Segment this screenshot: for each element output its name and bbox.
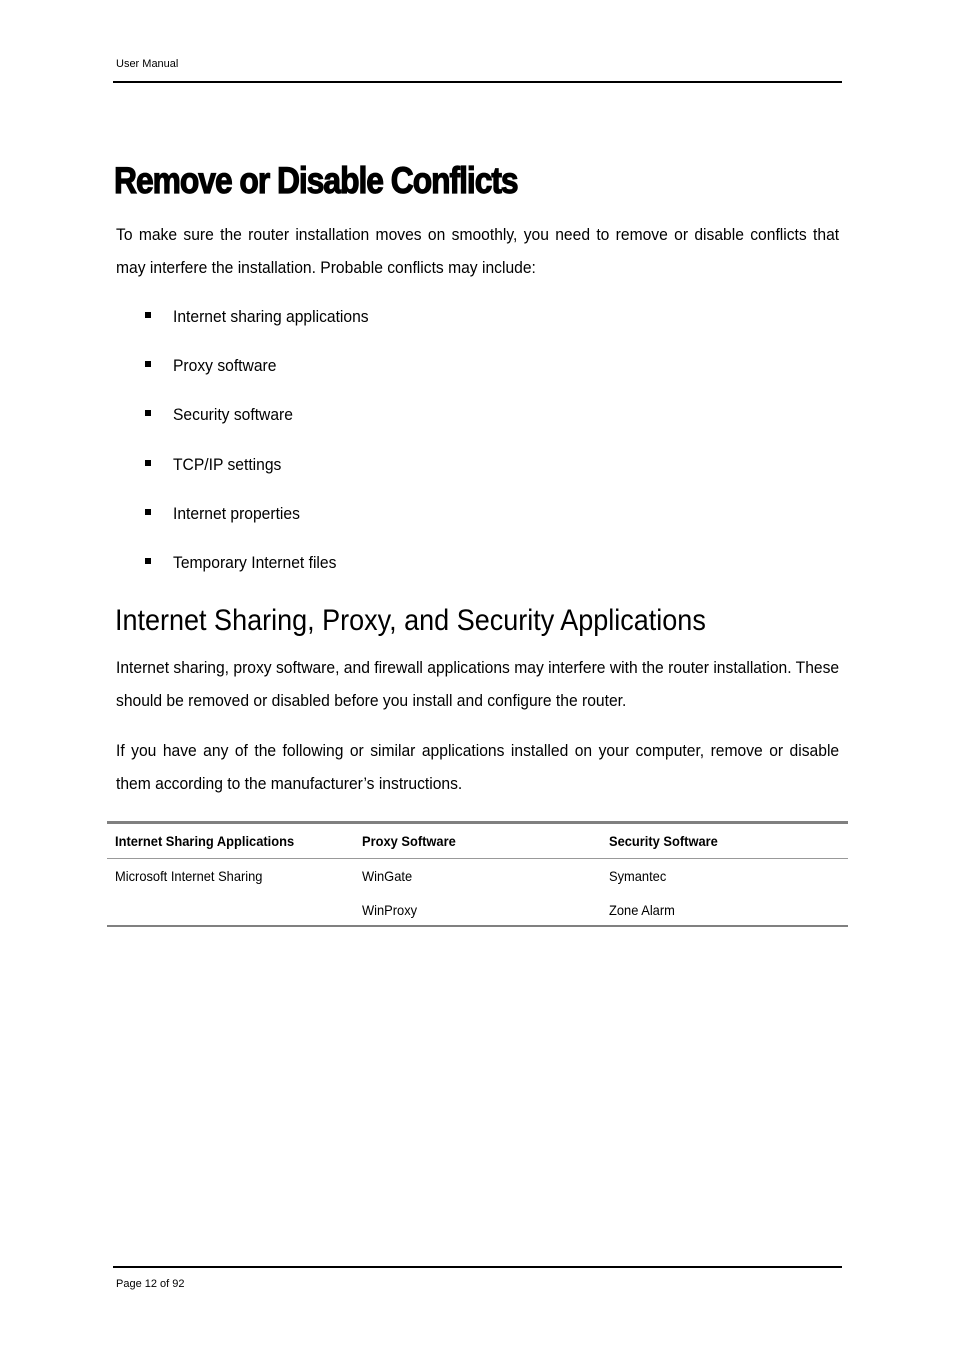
table-bottom-rule: [107, 925, 848, 927]
table-header-cell: Internet Sharing Applications: [115, 833, 295, 849]
table-cell: Microsoft Internet Sharing: [115, 868, 263, 884]
table-cell: WinGate: [362, 868, 413, 884]
table-cell: Symantec: [609, 868, 667, 884]
section-heading: Remove or Disable Conflicts: [114, 160, 518, 201]
table-cell: WinProxy: [362, 902, 418, 918]
running-header: User Manual: [116, 58, 179, 70]
table-header-cell: Security Software: [609, 833, 718, 849]
bullet-square-icon: [145, 312, 151, 318]
subsection-heading: Internet Sharing, Proxy, and Security Applications: [115, 604, 706, 637]
footer-rule: [113, 1266, 842, 1268]
page-number: Page 12 of 92: [116, 1278, 185, 1290]
bullet-square-icon: [145, 460, 151, 466]
bullet-square-icon: [145, 361, 151, 367]
intro-paragraph: To make sure the router installation moves on smoothly, you need to remove or disable conflicts that may interfere the installation. Probable conflicts may include:: [116, 225, 840, 277]
table-cell: Zone Alarm: [609, 902, 675, 918]
applications-paragraph: Internet sharing, proxy software, and firewall applications may interfere with the router installation. These should be removed or disabled before you install and configure the router.: [116, 658, 840, 710]
bullet-square-icon: [145, 558, 151, 564]
table-header-cell: Proxy Software: [362, 833, 456, 849]
applications-table: [107, 821, 848, 918]
table-top-rule: [107, 821, 848, 824]
bullet-square-icon: [145, 509, 151, 515]
header-rule: [113, 81, 842, 83]
bullet-square-icon: [145, 410, 151, 416]
table-header-rule: [107, 858, 848, 859]
instructions-paragraph: If you have any of the following or similar applications installed on your computer, remove or disable them according to the manufacturer’s instructions.: [116, 741, 840, 793]
